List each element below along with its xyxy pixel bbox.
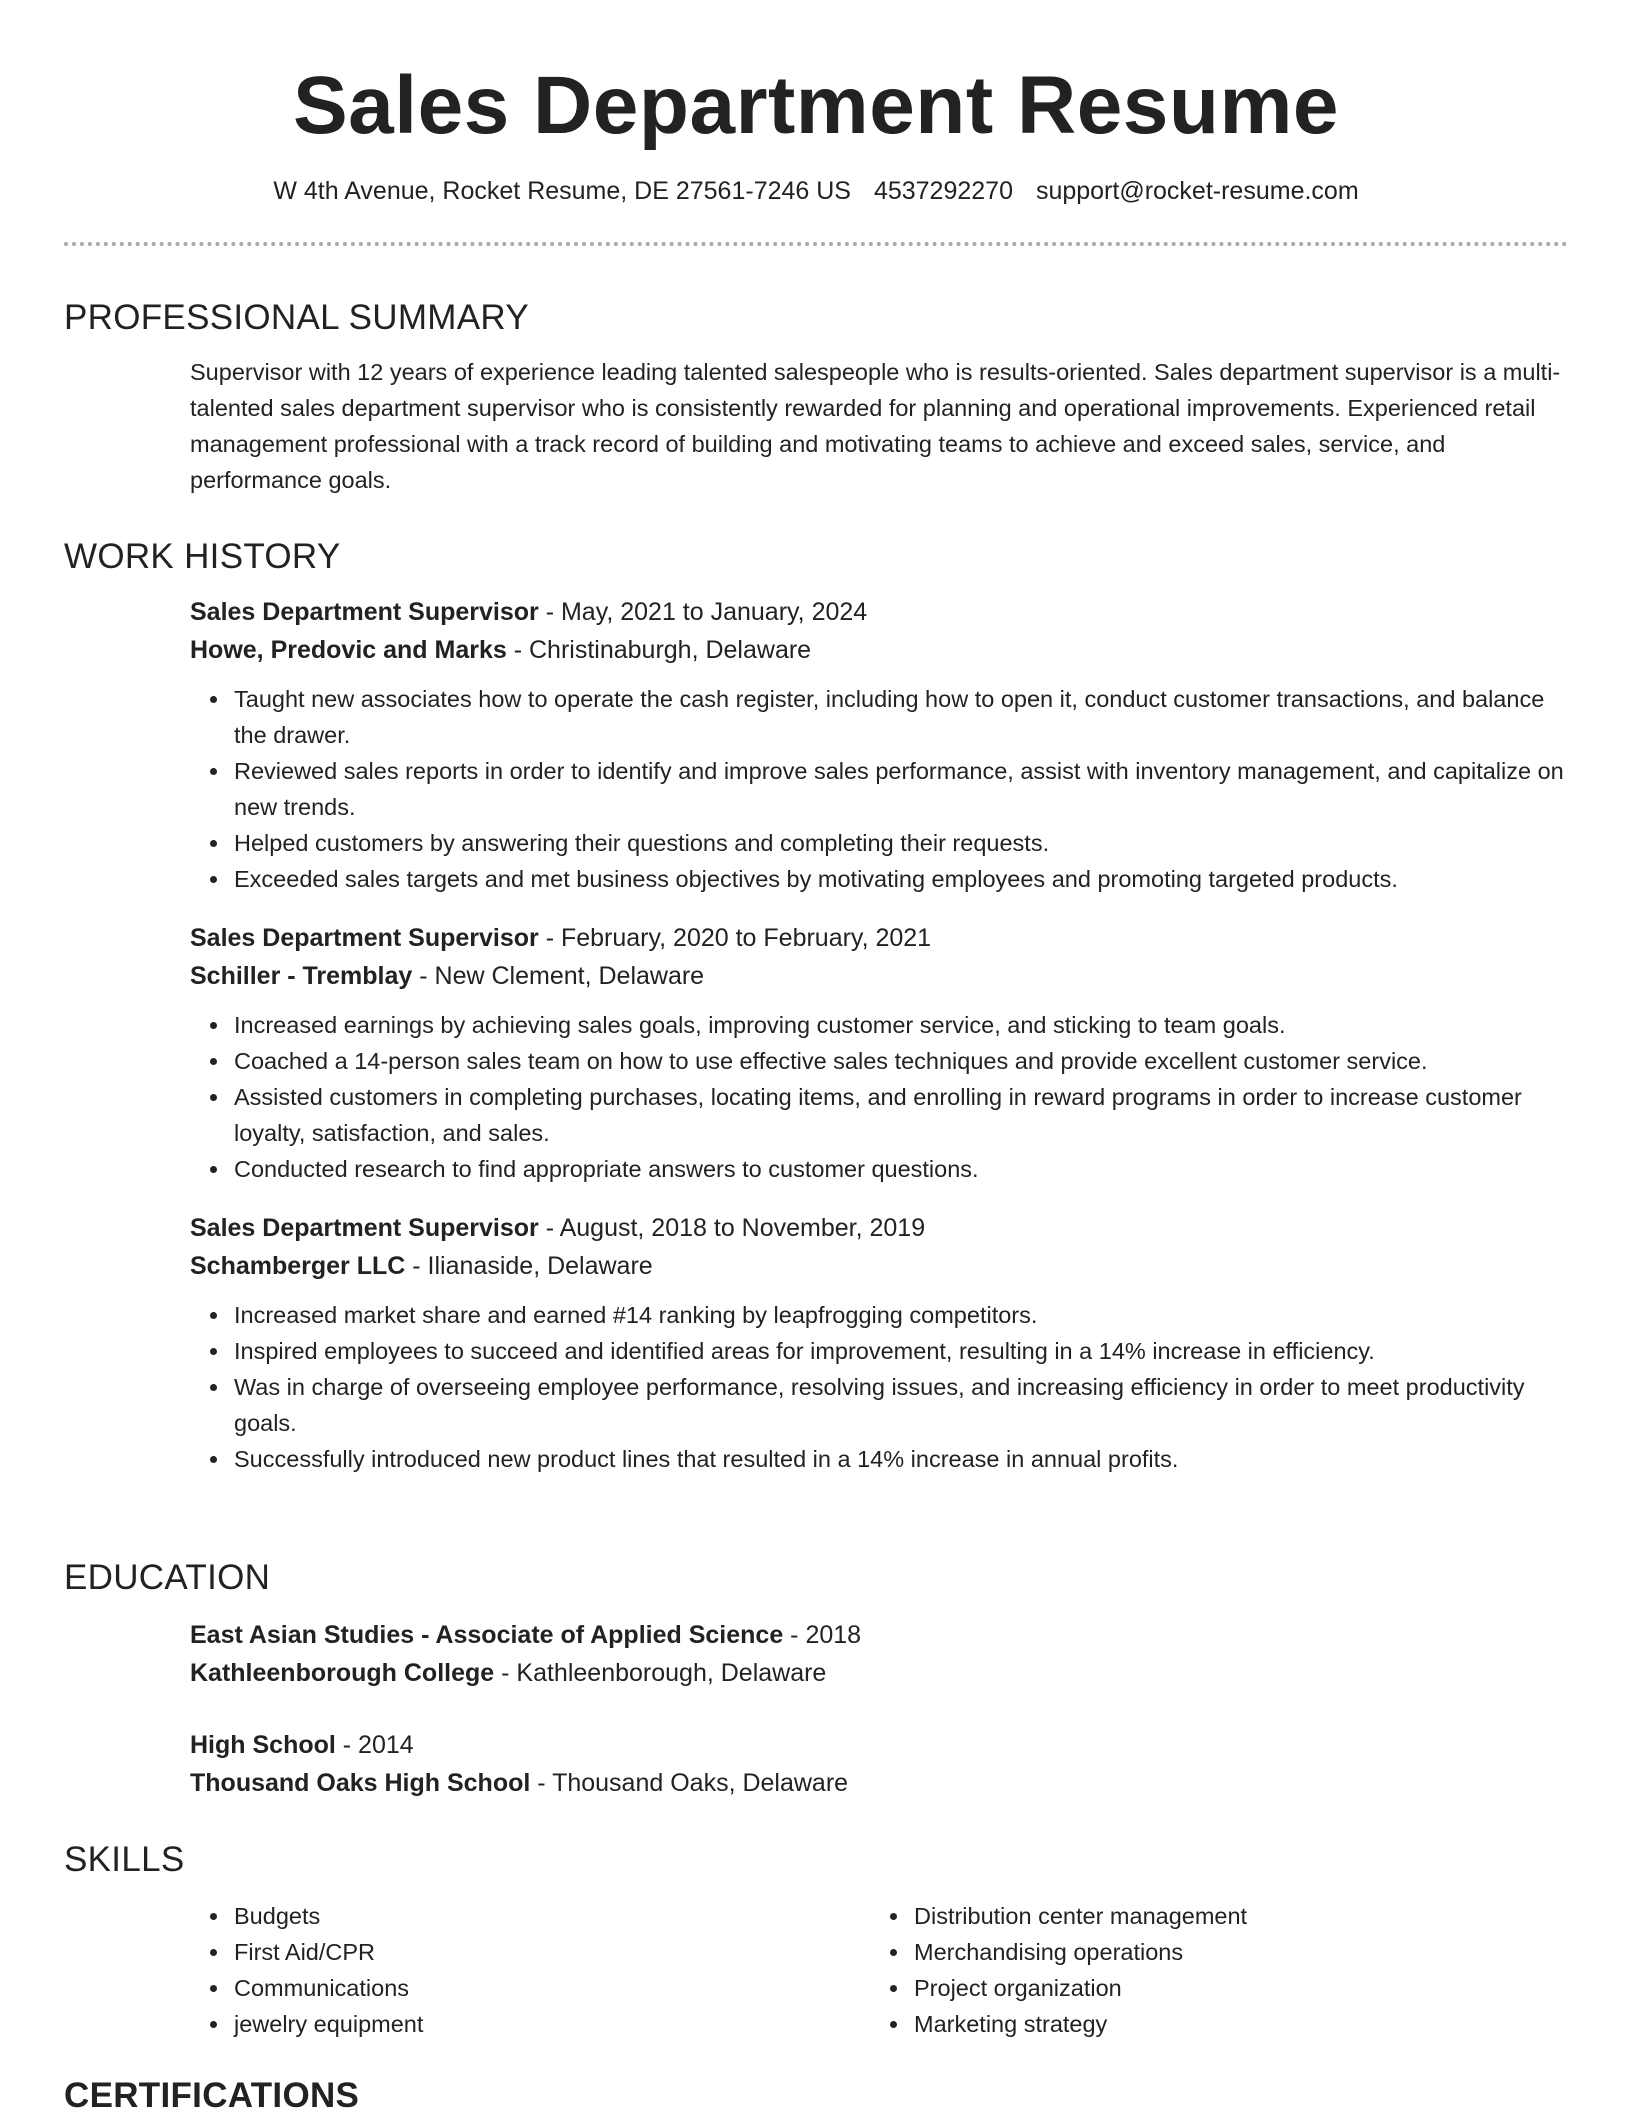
job-company-line: [190, 631, 1568, 669]
job-entry: [190, 593, 1568, 897]
education-section: [64, 1556, 1568, 1802]
skills-list: [190, 1898, 870, 2042]
job-dates: - February, 2020 to February, 2021: [538, 924, 932, 952]
job-location: - New Clement, Delaware: [412, 962, 705, 990]
skill-item: Budgets: [234, 1898, 870, 1934]
summary-text: Supervisor with 12 years of experience leading talented salespeople who is results-oriented. Sales department supervisor is a multi-talented sales department supervisor who is consistently rewarded for planning and operational improvements. Experienced retail management professional with a track record of building and motivating teams to achieve and exceed sales, service, and performance goals.: [190, 359, 1561, 493]
skill-item: First Aid/CPR: [234, 1934, 870, 1970]
education-degree-line: [190, 1616, 1568, 1654]
work-history-heading: WORK HISTORY: [64, 537, 341, 576]
skill-item: Project organization: [914, 1970, 1550, 2006]
resume-header: [64, 58, 1568, 246]
education-year: - 2018: [783, 1621, 862, 1649]
education-degree: High School: [190, 1731, 336, 1759]
job-bullet: Taught new associates how to operate the cash register, including how to open it, conduct customer transactions, and balance the drawer.: [234, 681, 1568, 753]
job-title-line: [190, 1209, 1568, 1247]
education-location: - Thousand Oaks, Delaware: [530, 1769, 849, 1797]
summary-heading: PROFESSIONAL SUMMARY: [64, 298, 529, 337]
resume-page: [64, 0, 1568, 2115]
job-role: Sales Department Supervisor: [190, 924, 539, 952]
job-company-line: [190, 957, 1568, 995]
header-divider: [64, 242, 1568, 246]
education-school: Kathleenborough College: [190, 1659, 495, 1687]
skill-item: Distribution center management: [914, 1898, 1550, 1934]
job-bullet: Was in charge of overseeing employee performance, resolving issues, and increasing efficiency in order to meet productivity goals.: [234, 1369, 1568, 1441]
job-bullet: Assisted customers in completing purchases, locating items, and enrolling in reward programs in order to increase customer loyalty, satisfaction, and sales.: [234, 1079, 1568, 1151]
skills-list: [870, 1898, 1550, 2042]
education-location: - Kathleenborough, Delaware: [494, 1659, 827, 1687]
job-bullet: Coached a 14-person sales team on how to use effective sales techniques and provide excellent customer service.: [234, 1043, 1568, 1079]
education-year: - 2014: [335, 1731, 414, 1759]
job-location: - Christinaburgh, Delaware: [506, 636, 812, 664]
education-degree: East Asian Studies - Associate of Applied Science: [190, 1621, 784, 1649]
job-company: Schiller - Tremblay: [190, 962, 413, 990]
skills-section: [64, 1838, 1568, 2042]
education-school-line: [190, 1654, 1568, 1692]
skill-item: Merchandising operations: [914, 1934, 1550, 1970]
resume-name: Sales Department Resume: [292, 60, 1340, 151]
job-bullet: Increased market share and earned #14 ranking by leapfrogging competitors.: [234, 1297, 1568, 1333]
education-degree-line: [190, 1726, 1568, 1764]
education-school-line: [190, 1764, 1568, 1802]
job-bullet: Increased earnings by achieving sales goals, improving customer service, and sticking to team goals.: [234, 1007, 1568, 1043]
job-bullets: [190, 1297, 1568, 1477]
skills-grid: [190, 1898, 1568, 2042]
job-bullets: [190, 1007, 1568, 1187]
skill-item: Communications: [234, 1970, 870, 2006]
contact-phone: 4537292270: [873, 177, 1013, 205]
job-company-line: [190, 1247, 1568, 1285]
contact-line: [64, 174, 1568, 208]
certifications-heading: CERTIFICATIONS: [64, 2076, 360, 2115]
work-history-section: [64, 535, 1568, 1477]
job-bullets: [190, 681, 1568, 897]
contact-address: W 4th Avenue, Rocket Resume, DE 27561-7246 US: [273, 177, 851, 205]
contact-email: support@rocket-resume.com: [1035, 177, 1359, 205]
education-school: Thousand Oaks High School: [190, 1769, 531, 1797]
skills-heading: SKILLS: [64, 1840, 185, 1879]
job-bullet: Helped customers by answering their questions and completing their requests.: [234, 825, 1568, 861]
education-entry: [190, 1726, 1568, 1802]
certifications-section: [64, 2074, 1568, 2118]
skill-item: Marketing strategy: [914, 2006, 1550, 2042]
education-heading: EDUCATION: [64, 1558, 271, 1597]
job-title-line: [190, 593, 1568, 631]
job-role: Sales Department Supervisor: [190, 1214, 539, 1242]
job-company: Howe, Predovic and Marks: [190, 636, 507, 664]
job-bullet: Successfully introduced new product lines that resulted in a 14% increase in annual profits.: [234, 1441, 1568, 1477]
job-bullet: Conducted research to find appropriate answers to customer questions.: [234, 1151, 1568, 1187]
job-bullet: Inspired employees to succeed and identified areas for improvement, resulting in a 14% increase in efficiency.: [234, 1333, 1568, 1369]
summary-section: [64, 296, 1568, 498]
job-bullet: Exceeded sales targets and met business objectives by motivating employees and promoting targeted products.: [234, 861, 1568, 897]
skill-item: jewelry equipment: [234, 2006, 870, 2042]
job-entry: [190, 1209, 1568, 1477]
job-location: - Ilianaside, Delaware: [405, 1252, 653, 1280]
job-role: Sales Department Supervisor: [190, 598, 539, 626]
education-entry: [190, 1616, 1568, 1692]
job-dates: - August, 2018 to November, 2019: [538, 1214, 926, 1242]
job-bullet: Reviewed sales reports in order to identify and improve sales performance, assist with inventory management, and capitalize on new trends.: [234, 753, 1568, 825]
job-entry: [190, 919, 1568, 1187]
skills-column-right: [870, 1898, 1550, 2042]
job-company: Schamberger LLC: [190, 1252, 406, 1280]
job-title-line: [190, 919, 1568, 957]
skills-column-left: [190, 1898, 870, 2042]
job-dates: - May, 2021 to January, 2024: [538, 598, 868, 626]
